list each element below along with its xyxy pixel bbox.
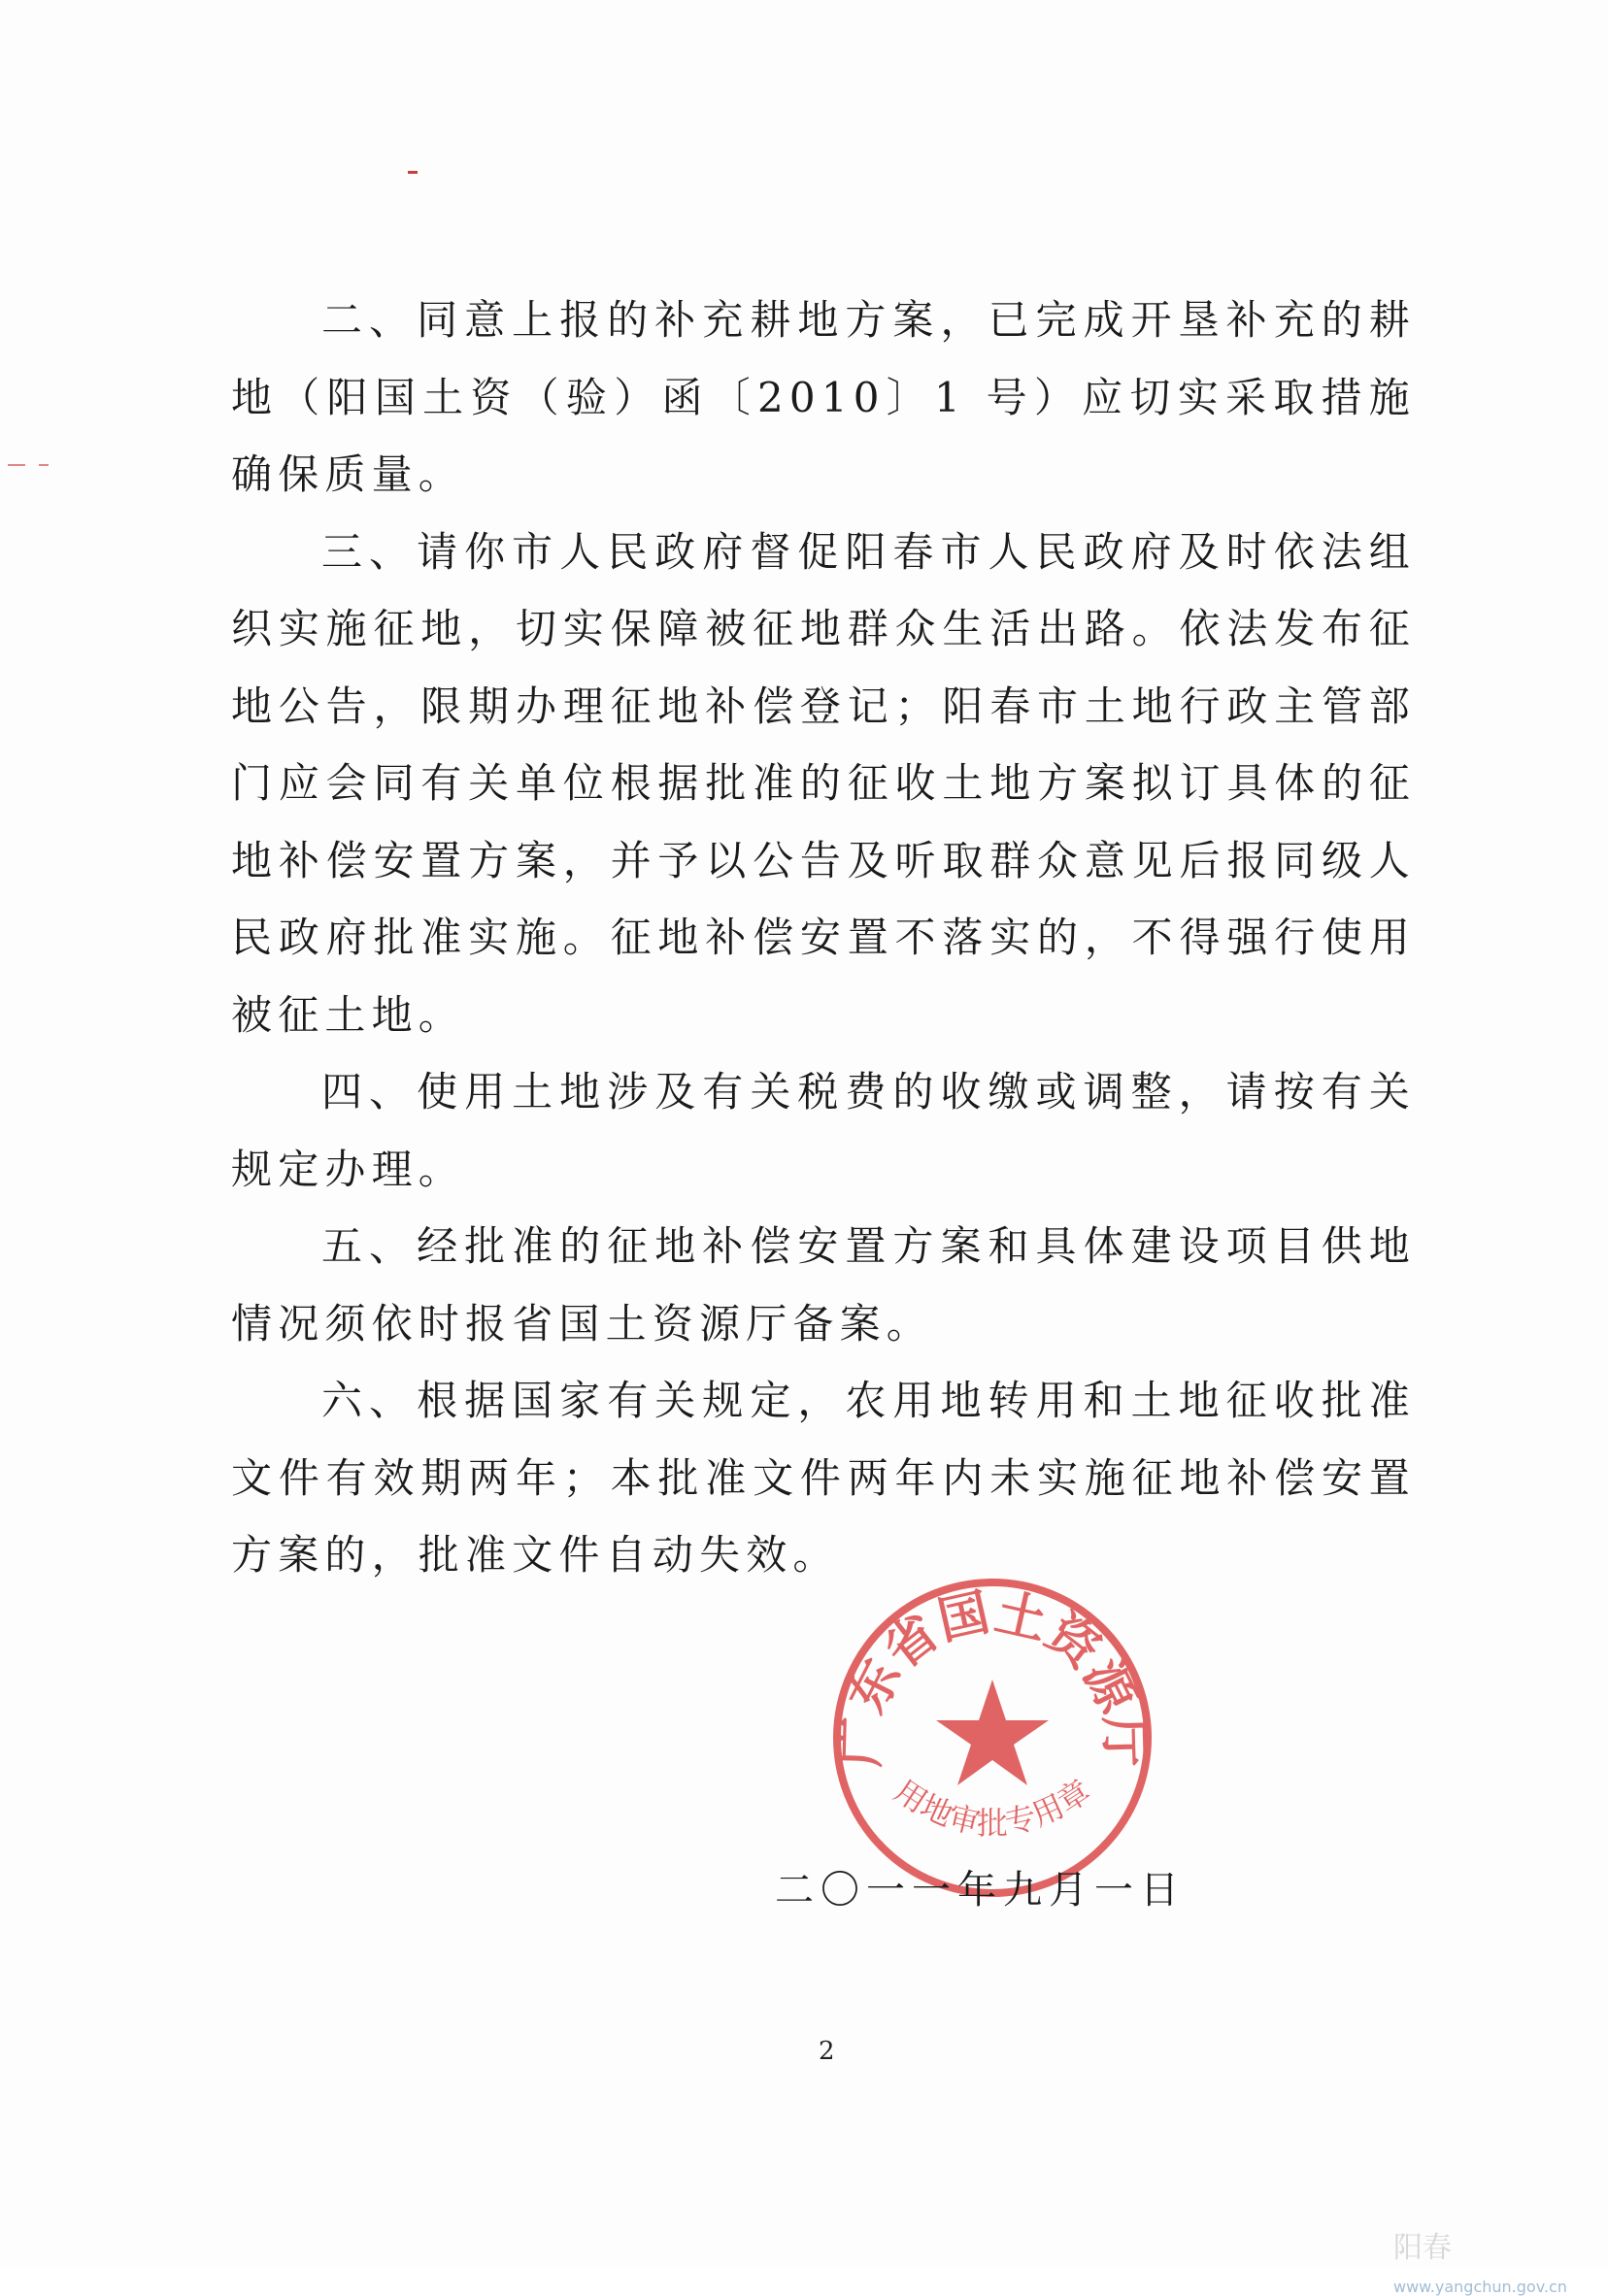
- watermark-logo: 阳春: [1393, 2231, 1452, 2265]
- paragraph-four: 四、使用土地涉及有关税费的收缴或调整，请按有关规定办理。: [231, 1068, 1416, 1193]
- page-number: 2: [819, 2037, 835, 2066]
- seal-inner-text: 用地审批专用章: [888, 1772, 1097, 1842]
- site-watermark: [1393, 2223, 1597, 2296]
- document-date: 二〇一一年九月一日: [775, 1868, 1186, 1913]
- watermark-url: www.yangchun.gov.cn: [1393, 2278, 1567, 2296]
- star-icon: [936, 1680, 1049, 1785]
- seal-outer-text: 广东省国土资源厅: [831, 1583, 1154, 1769]
- paragraph-three: 三、请你市人民政府督促阳春市人民政府及时依法组织实施征地，切实保障被征地群众生活出路。依法发布征地公告，限期办理征地补偿登记；阳春市土地行政主管部门应会同有关单位根据批准的征收土地方案拟订具体的征地补偿安置方案，并予以公告及听取群众意见后报同级人民政府批准实施。征地补偿安置不落实的，不得强行使用被征土地。: [231, 527, 1416, 1039]
- svg-text:用地审批专用章: [888, 1773, 1096, 1842]
- scan-mark: [8, 464, 25, 466]
- scan-mark: [408, 171, 418, 174]
- paragraph-six: 六、根据国家有关规定，农用地转用和土地征收批准文件有效期两年；本批准文件两年内未实施征地补偿安置方案的，批准文件自动失效。: [231, 1377, 1416, 1579]
- document-body: [231, 282, 1416, 1594]
- official-seal: [827, 1573, 1157, 1903]
- scan-mark: [39, 464, 49, 466]
- paragraph-two: 二、同意上报的补充耕地方案，已完成开垦补充的耕地（阳国土资（验）函〔2010〕1 号）应切实采取措施确保质量。: [231, 296, 1416, 498]
- paragraph-five: 五、经批准的征地补偿安置方案和具体建设项目供地情况须依时报省国土资源厅备案。: [231, 1222, 1416, 1348]
